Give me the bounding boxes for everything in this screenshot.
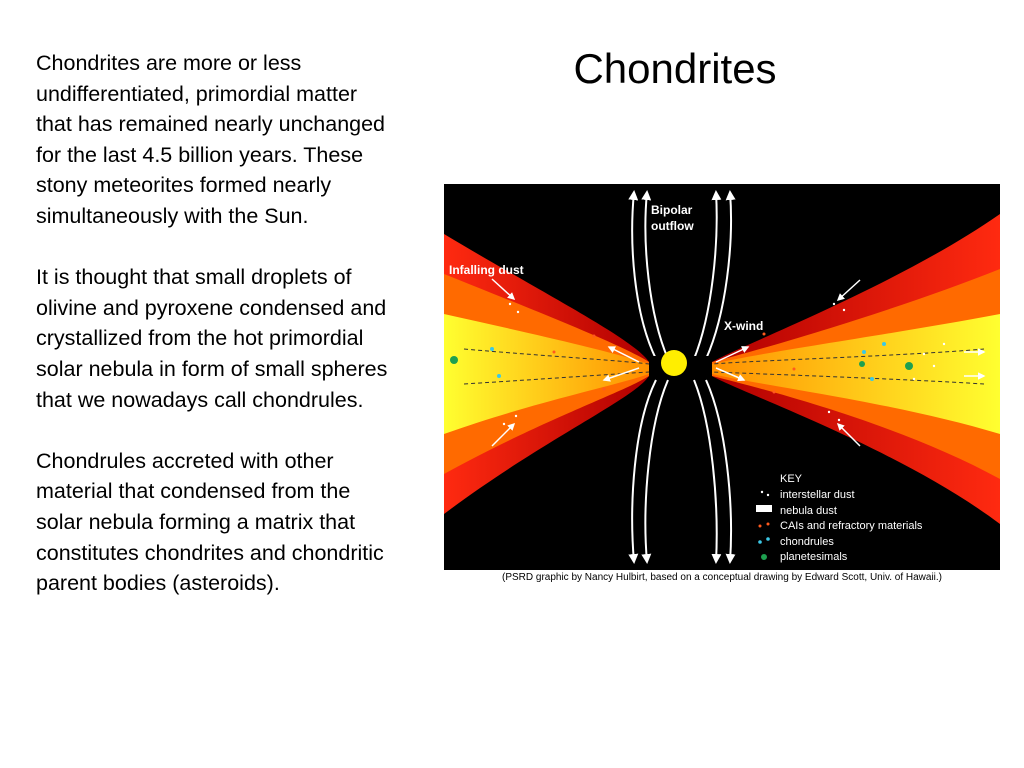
disk-right [712, 214, 1000, 524]
label-bipolar-line2: outflow [651, 219, 694, 233]
legend-item-cais: CAIs and refractory materials [780, 520, 923, 532]
label-bipolar-line1: Bipolar [651, 203, 693, 217]
paragraph-chondrules-formation: It is thought that small droplets of olivine and pyroxene condensed and crystallized from the hot primordial solar nebula in form of small spheres that we nowadays call chondrules. [36, 265, 388, 412]
figure-caption: (PSRD graphic by Nancy Hulbirt, based on a conceptual drawing by Edward Scott, Univ. of Hawaii.) [501, 572, 943, 583]
legend-heading: KEY [780, 473, 803, 485]
label-infalling-dust: Infalling dust [449, 263, 524, 277]
paragraph-chondrites-intro: Chondrites are more or less undifferentiated, primordial matter that has remained nearly unchanged for the last 4.5 billion years. These stony meteorites formed nearly simultaneously with the Sun. [36, 51, 386, 228]
paragraph-matrix: Chondrules accreted with other material that condensed from the solar nebula forming a matrix that constitutes chondrites and chondritic parent bodies (asteroids). [36, 448, 384, 596]
legend-item-chondrules: chondrules [780, 536, 834, 548]
label-x-wind: X-wind [724, 319, 764, 333]
body-text [36, 48, 396, 629]
legend-item-interstellar-dust: interstellar dust [780, 489, 855, 501]
legend-item-nebula-dust: nebula dust [780, 505, 837, 517]
legend-item-planetesimals: planetesimals [780, 551, 848, 563]
slide-title: Chondrites [573, 45, 777, 92]
sun [661, 350, 687, 376]
solar-nebula-diagram [444, 184, 1000, 570]
legend [756, 473, 923, 563]
